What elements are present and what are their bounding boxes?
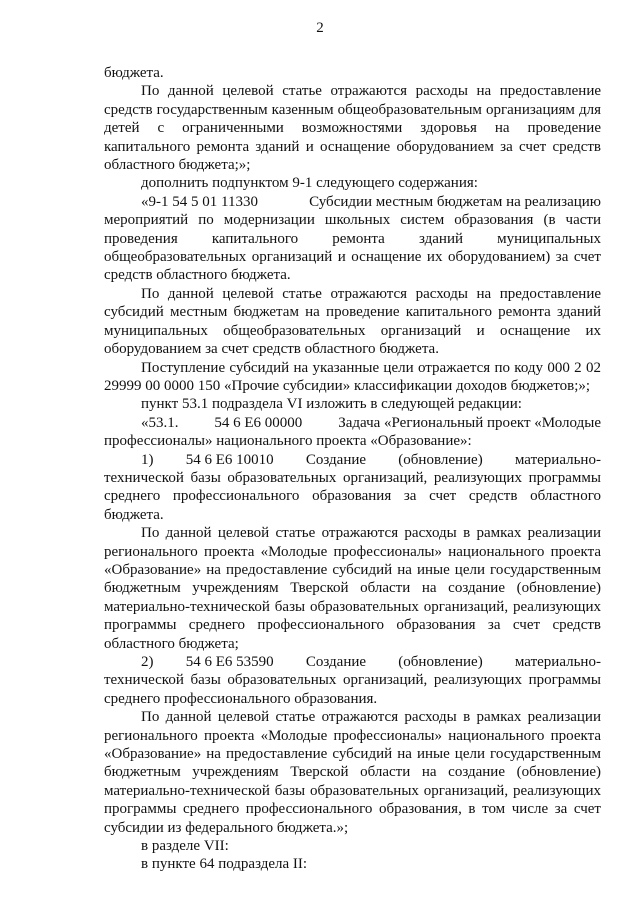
entry-number: 2) bbox=[141, 654, 154, 670]
paragraph: дополнить подпунктом 9-1 следующего содержания: bbox=[141, 175, 478, 192]
paragraph: в пункте 64 подраздела II: bbox=[141, 856, 308, 873]
entry-item-1 bbox=[104, 451, 601, 525]
entry-title-start: Субсидии местным бюджетам на реализацию bbox=[309, 193, 601, 210]
entry-number: «53.1. bbox=[141, 414, 179, 431]
entry-first-line bbox=[104, 451, 601, 469]
paragraph: По данной целевой статье отражаются расходы на предоставление средств государственным казенным общеобразовательным организациям для детей с ограниченными возможностями здоровья на проведение капитального ремонта зданий и оснащение оборудованием за счет средств областного бюджета;»; bbox=[104, 83, 601, 174]
entry-word: Создание bbox=[305, 451, 367, 468]
entry-53-1 bbox=[104, 414, 601, 451]
paragraph: Поступление субсидий на указанные цели отражается по коду 000 2 02 29999 00 0000 150 «Прочие субсидии» классификации доходов бюджетов;»; bbox=[104, 359, 601, 394]
entry-number: 1) bbox=[141, 451, 154, 468]
entry-continuation: технической базы образовательных организаций, реализующих программы среднего профессионального образования. bbox=[104, 672, 601, 707]
entry-code: 54 6 E6 53590 bbox=[185, 654, 274, 670]
entry-code: 54 6 E6 00000 bbox=[214, 414, 303, 431]
entry-word: материально- bbox=[514, 451, 601, 468]
entry-title-start: Задача «Региональный проект «Молодые bbox=[338, 414, 601, 431]
entry-continuation: профессионалы» национального проекта «Образование»: bbox=[104, 433, 472, 450]
entry-item-2 bbox=[104, 653, 601, 708]
entry-continuation: технической базы образовательных организаций, реализующих программы среднего профессионального образования за счет средств областного бюджета. bbox=[104, 469, 601, 523]
paragraph: По данной целевой статье отражаются расходы в рамках реализации регионального проекта «Молодые профессионалы» национального проекта «Образование» на предоставление субсидий на иные цели государственным бюджетным учреждениям Тверской области на создание (обновление) материально-технической базы образовательных организаций, реализующих программы среднего профессионального образования, в том числе за счет субсидии из федерального бюджета.»; bbox=[104, 709, 601, 836]
entry-9-1 bbox=[104, 193, 601, 285]
paragraph: По данной целевой статье отражаются расходы в рамках реализации регионального проекта «Молодые профессионалы» национального проекта «Образование» на предоставление субсидий на иные цели государственным бюджетным учреждениям Тверской области на создание (обновление) материально-технической базы образовательных организаций, реализующих программы среднего профессионального образования за счет средств областного бюджета; bbox=[104, 525, 601, 652]
entry-first-line bbox=[104, 414, 601, 432]
paragraph: бюджета. bbox=[104, 65, 164, 81]
entry-word: Создание bbox=[305, 654, 367, 670]
entry-code: 54 6 E6 10010 bbox=[185, 451, 274, 468]
entry-word: (обновление) bbox=[398, 451, 483, 468]
entry-continuation: мероприятий по модернизации школьных систем образования (в части проведения капитального ремонта зданий муниципальных общеобразовательных организаций и оснащение их оборудованием) за счет средств областного бюджета. bbox=[104, 212, 601, 284]
entry-word: (обновление) bbox=[398, 654, 483, 670]
entry-first-line bbox=[104, 653, 601, 671]
entry-first-line bbox=[104, 193, 601, 211]
entry-word: материально- bbox=[514, 654, 601, 670]
entry-code: «9-1 54 5 01 11330 bbox=[141, 193, 258, 210]
paragraph: По данной целевой статье отражаются расходы на предоставление субсидий местным бюджетам на проведение капитального ремонта зданий муниципальных общеобразовательных организаций и оснащение их оборудованием за счет средств областного бюджета. bbox=[104, 285, 601, 358]
document-text bbox=[104, 64, 601, 874]
paragraph: пункт 53.1 подраздела VI изложить в следующей редакции: bbox=[141, 396, 522, 413]
paragraph: в разделе VII: bbox=[141, 838, 229, 855]
page-number: 2 bbox=[316, 20, 324, 36]
